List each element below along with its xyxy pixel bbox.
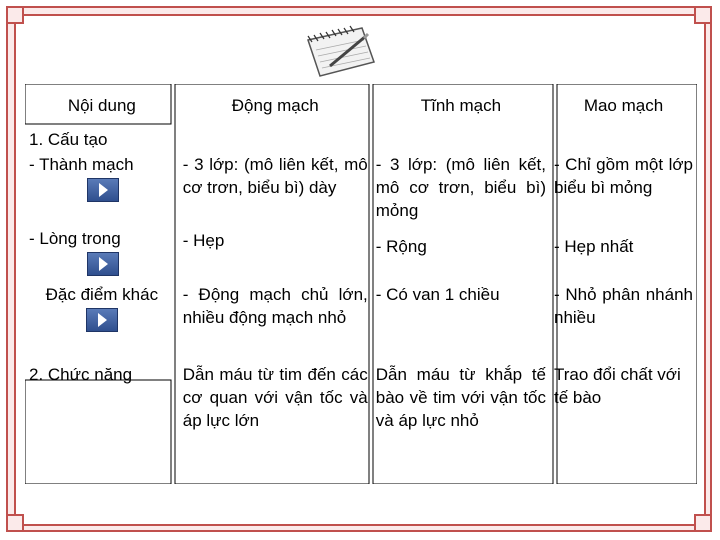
capillary-function: Trao đổi chất với tế bào: [554, 365, 681, 407]
comparison-table: [25, 84, 697, 434]
table-row: [25, 281, 697, 361]
table-row: [25, 151, 697, 225]
frame-corner-top-left: [6, 6, 24, 24]
vein-other: - Có van 1 chiều: [375, 285, 500, 304]
header-content: Nội dung: [67, 95, 136, 115]
artery-wall: - 3 lớp: (mô liên kết, mô cơ trơn, biểu bì) dày: [182, 155, 368, 197]
frame-corner-bottom-right: [694, 514, 712, 532]
capillary-other: - Nhỏ phân nhánh nhiều: [554, 285, 693, 327]
header-artery: Động mạch: [231, 95, 319, 115]
row-label-lumen: - Lòng trong: [29, 229, 121, 248]
frame-corner-top-right: [694, 6, 712, 24]
capillary-lumen: - Hẹp nhất: [554, 237, 634, 256]
frame-corner-bottom-left: [6, 514, 24, 532]
header-capillary: Mao mạch: [583, 95, 664, 115]
section-structure-title: 1. Cấu tạo: [29, 130, 108, 149]
play-button-icon[interactable]: [86, 308, 118, 332]
vein-function: Dẫn máu từ khắp tế bào về tim với vận tốc và áp lực nhỏ: [375, 365, 546, 430]
section-function-title: 2. Chức năng: [29, 365, 133, 384]
artery-lumen: - Hẹp: [182, 231, 225, 250]
artery-function: Dẫn máu từ tim đến các cơ quan với vận tốc và áp lực lớn: [182, 365, 368, 430]
section-structure-row: [25, 126, 697, 151]
row-label-wall: - Thành mạch: [29, 155, 134, 174]
table-row: [25, 225, 697, 281]
capillary-wall: - Chỉ gồm một lớp biểu bì mỏng: [554, 155, 693, 197]
notebook-pen-icon: [300, 22, 380, 82]
vein-lumen: - Rộng: [375, 237, 427, 256]
table-header-row: [25, 84, 697, 126]
row-label-other: Đặc điểm khác: [45, 285, 159, 304]
header-vein: Tĩnh mạch: [420, 95, 502, 115]
function-row: [25, 361, 697, 434]
vein-wall: - 3 lớp: (mô liên kết, mô cơ trơn, biểu bì) mỏng: [375, 155, 546, 220]
play-button-icon[interactable]: [87, 178, 119, 202]
artery-other: - Động mạch chủ lớn, nhiều động mạch nhỏ: [182, 285, 368, 327]
play-button-icon[interactable]: [87, 252, 119, 276]
